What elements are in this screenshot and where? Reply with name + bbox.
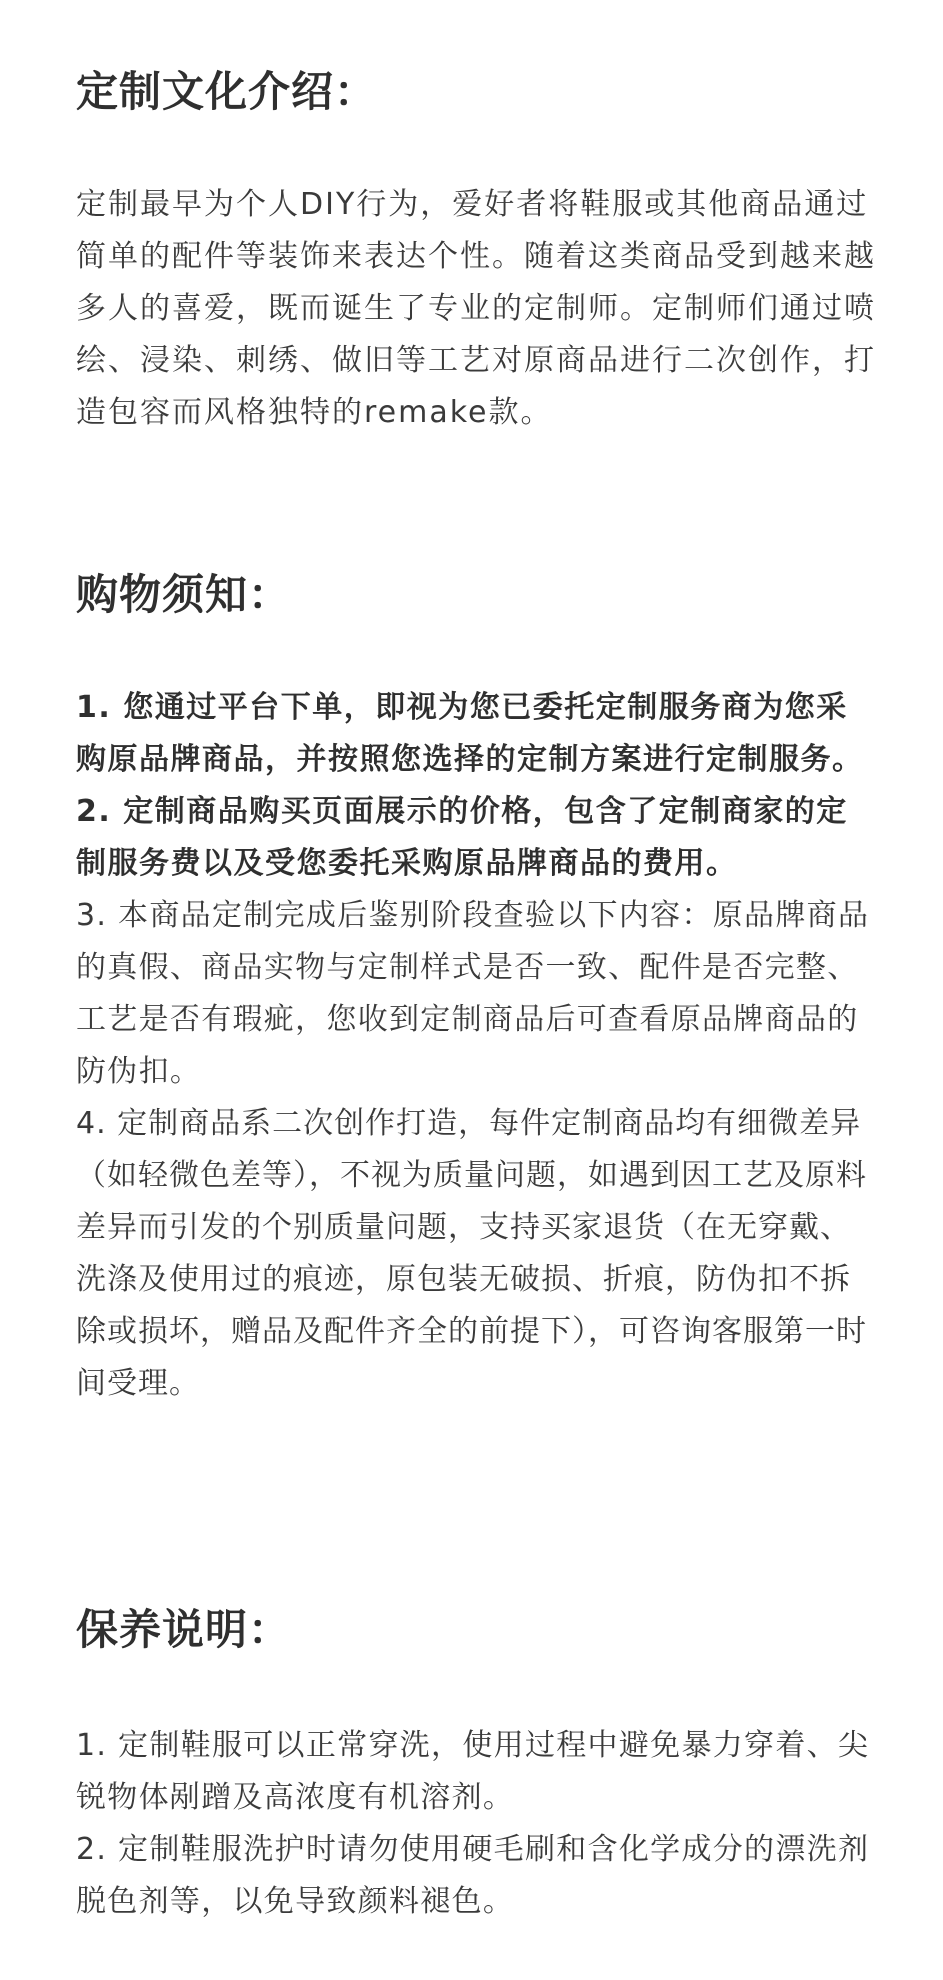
shopping-notice-item: 4. 定制商品系二次创作打造，每件定制商品均有细微差异（如轻微色差等），不视为质量问题，如遇到因工艺及原料差异而引发的个别质量问题，支持买家退货（在无穿戴、洗涤及使用过的痕迹，原包装无破损、折痕，防伪扣不拆除或损坏，赠品及配件齐全的前提下），可咨询客服第一时间受理。 [76, 1106, 867, 1401]
shopping-notice-section [76, 565, 876, 1410]
customization-culture-title: 定制文化介绍： [76, 67, 378, 116]
shopping-notice-list [76, 682, 876, 1410]
customization-culture-section [76, 62, 876, 439]
care-instructions-item: 1. 定制鞋服可以正常穿洗，使用过程中避免暴力穿着、尖锐物体剐蹭及高浓度有机溶剂。 [76, 1728, 870, 1815]
shopping-notice-item: 1. 您通过平台下单，即视为您已委托定制服务商为您采购原品牌商品，并按照您选择的定制方案进行定制服务。 [76, 690, 864, 777]
shopping-notice-item: 3. 本商品定制完成后鉴别阶段查验以下内容：原品牌商品的真假、商品实物与定制样式是否一致、配件是否完整、工艺是否有瑕疵，您收到定制商品后可查看原品牌商品的防伪扣。 [76, 898, 870, 1089]
customization-culture-paragraph: 定制最早为个人DIY行为，爱好者将鞋服或其他商品通过简单的配件等装饰来表达个性。随着这类商品受到越来越多人的喜爱，既而诞生了专业的定制师。定制师们通过喷绘、浸染、刺绣、做旧等工艺对原商品进行二次创作，打造包容而风格独特的remake款。 [76, 187, 876, 430]
shopping-notice-title: 购物须知： [76, 570, 292, 619]
care-instructions-section [76, 1600, 876, 1928]
care-instructions-item: 2. 定制鞋服洗护时请勿使用硬毛刷和含化学成分的漂洗剂脱色剂等，以免导致颜料褪色。 [76, 1832, 870, 1919]
shopping-notice-item: 2. 定制商品购买页面展示的价格，包含了定制商家的定制服务费以及受您委托采购原品牌商品的费用。 [76, 794, 848, 881]
care-instructions-title: 保养说明： [76, 1605, 292, 1654]
care-instructions-list [76, 1720, 876, 1928]
